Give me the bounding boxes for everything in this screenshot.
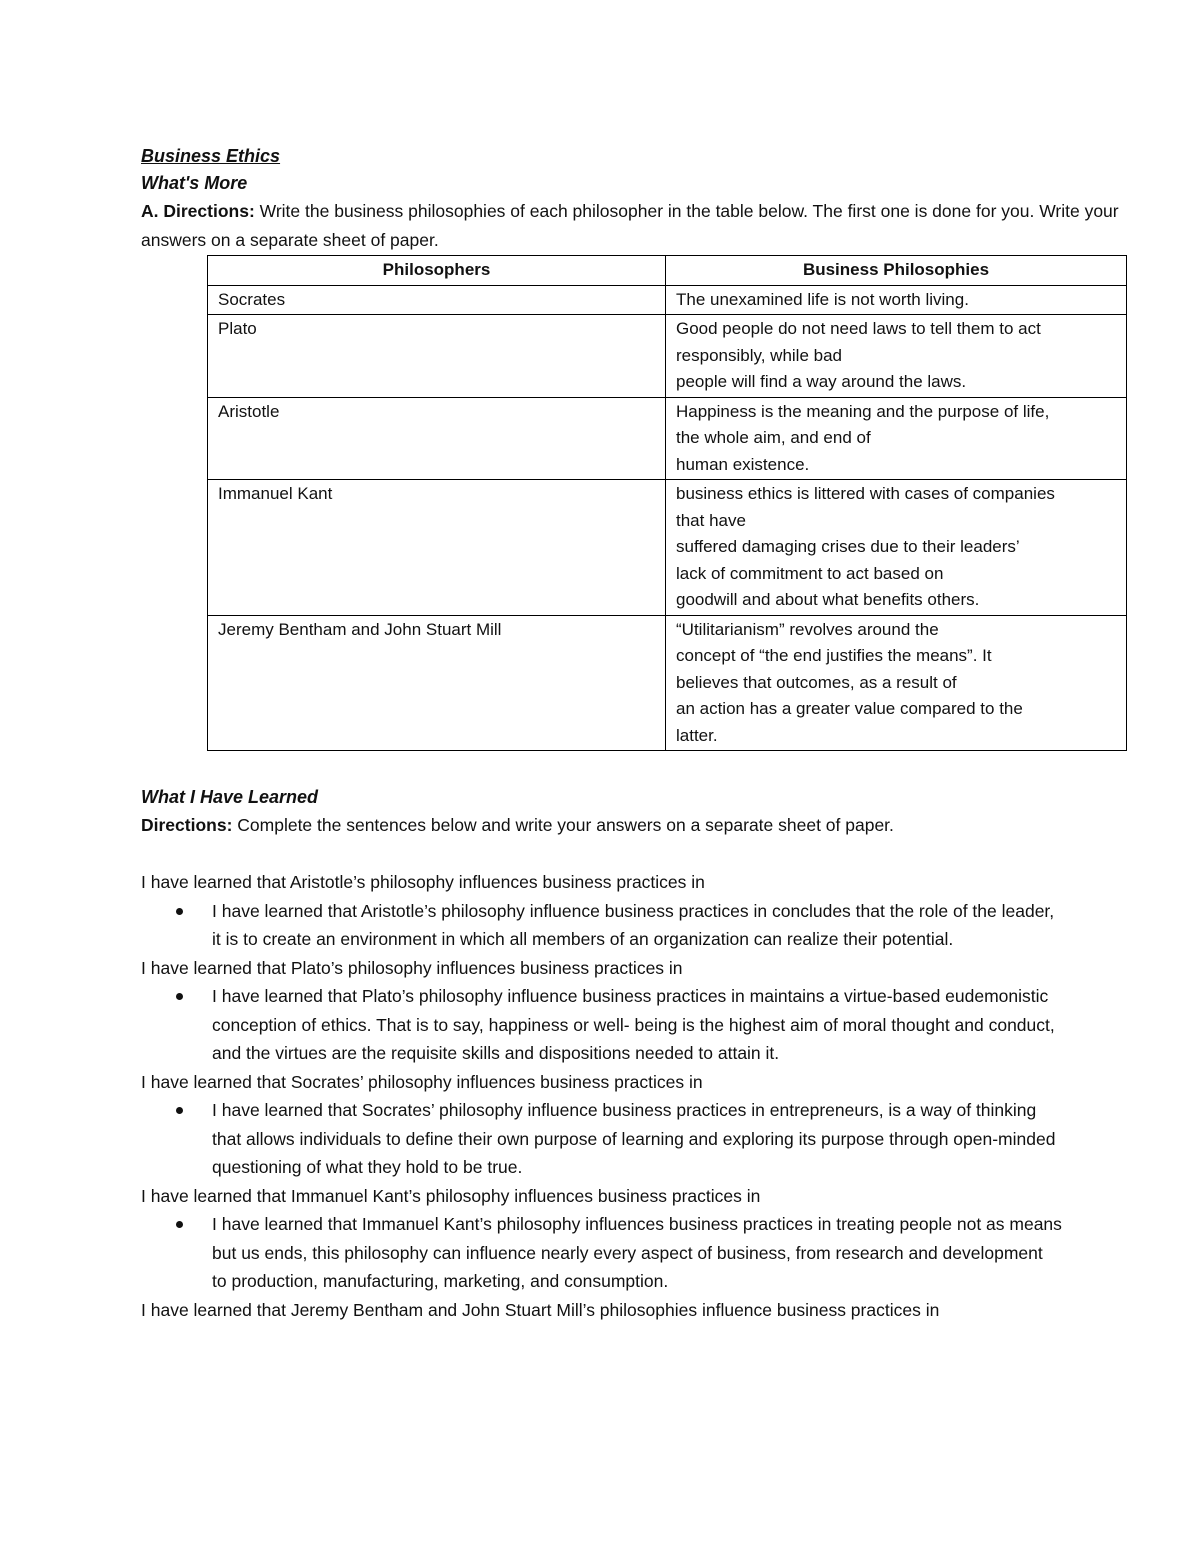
philosophy-cell	[666, 285, 1127, 315]
philosophy-line: the whole aim, and end of	[676, 428, 871, 447]
answer-text: I have learned that Plato’s philosophy influence business practices in maintains a virtue-based eudemonistic conception of ethics. That is to say, happiness or well- being is the highest aim of moral thought and conduct, and the virtues are the requisite skills and dispositions needed to attain it.	[212, 986, 1055, 1063]
philosophy-line: an action has a greater value compared to the	[676, 699, 1023, 718]
philosophy-line: Good people do not need laws to tell them to act	[676, 319, 1041, 338]
bullet-icon	[176, 1107, 183, 1114]
answer-item	[212, 982, 1062, 1068]
philosopher-cell: Immanuel Kant	[208, 480, 666, 616]
learned-prompt: I have learned that Socrates’ philosophy influences business practices in	[141, 1071, 703, 1092]
philosopher-cell: Socrates	[208, 285, 666, 315]
philosophy-line: believes that outcomes, as a result of	[676, 672, 957, 692]
section-heading-what-i-have-learned: What I Have Learned	[141, 787, 319, 807]
philosophy-cell	[666, 480, 1127, 616]
answer-text: I have learned that Immanuel Kant’s philosophy influences business practices in treating people not as means but us ends, this philosophy can influence nearly every aspect of business, from research and development to production, manufacturing, marketing, and consumption.	[212, 1214, 1062, 1291]
philosophy-line: business ethics is littered with cases of companies	[676, 484, 1055, 503]
answer-item	[212, 897, 1062, 954]
learned-prompt: I have learned that Aristotle’s philosophy influences business practices in	[141, 872, 705, 892]
directions-label: A. Directions:	[141, 201, 255, 221]
answer-item	[212, 1096, 1062, 1182]
philosophy-line: The unexamined life is not worth living.	[676, 289, 969, 309]
philosophy-line: suffered damaging crises due to their leaders’	[676, 537, 1020, 556]
bullet-icon	[176, 993, 183, 1000]
bullet-icon	[176, 1221, 183, 1228]
table-row	[208, 480, 1127, 616]
section-heading-whats-more: What's More	[141, 173, 248, 193]
philosophy-line: lack of commitment to act based on	[676, 563, 944, 583]
answer-text: I have learned that Aristotle’s philosophy influence business practices in concludes that the role of the leader, it is to create an environment in which all members of an organization can realize their potential.	[212, 900, 1055, 949]
answer-list	[141, 1096, 1131, 1182]
philosophy-cell	[666, 615, 1127, 751]
philosopher-cell: Plato	[208, 315, 666, 398]
philosophy-line: latter.	[676, 725, 718, 745]
philosophy-cell	[666, 397, 1127, 480]
answer-list	[141, 897, 1131, 954]
learned-final-prompt: I have learned that Jeremy Bentham and John Stuart Mill’s philosophies influence business practices in	[141, 1299, 940, 1320]
philosophy-line: Happiness is the meaning and the purpose of life,	[676, 401, 1050, 421]
philosophy-line: human existence.	[676, 454, 810, 474]
table-row	[208, 315, 1127, 398]
document-title: Business Ethics	[141, 146, 281, 166]
table-header-business-philosophies: Business Philosophies	[666, 256, 1127, 286]
philosopher-cell: Aristotle	[208, 397, 666, 480]
learned-prompt: I have learned that Immanuel Kant’s philosophy influences business practices in	[141, 1185, 761, 1206]
directions-paragraph	[141, 197, 1131, 255]
philosophy-line: responsibly, while bad	[676, 345, 842, 365]
philosophy-cell	[666, 315, 1127, 398]
answer-item	[212, 1210, 1062, 1296]
document-page	[141, 143, 1131, 1324]
answer-list	[141, 1210, 1131, 1296]
learned-directions-label: Directions:	[141, 815, 233, 835]
philosophy-line: concept of “the end justifies the means”. It	[676, 646, 992, 665]
learned-directions-text: Complete the sentences below and write your answers on a separate sheet of paper.	[232, 815, 894, 835]
philosophers-table	[207, 255, 1127, 751]
table-header-row	[208, 256, 1127, 286]
spacer	[141, 840, 1131, 868]
philosophy-line: people will find a way around the laws.	[676, 372, 967, 391]
table-header-philosophers: Philosophers	[208, 256, 666, 286]
bullet-icon	[176, 908, 183, 915]
table-row	[208, 397, 1127, 480]
philosophy-line: “Utilitarianism” revolves around the	[676, 619, 939, 639]
learned-directions-paragraph	[141, 811, 1131, 840]
what-i-have-learned-section	[141, 783, 1131, 1324]
table-row	[208, 285, 1127, 315]
directions-text: Write the business philosophies of each philosopher in the table below. The first one is done for you. Write your answers on a separate sheet of paper.	[141, 201, 1119, 250]
philosophy-line: that have	[676, 510, 746, 530]
table-row	[208, 615, 1127, 751]
answer-text: I have learned that Socrates’ philosophy influence business practices in entrepreneurs, is a way of thinking that allows individuals to define their own purpose of learning and exploring its purpose through open-minded questioning of what they hold to be true.	[212, 1100, 1056, 1177]
philosophy-line: goodwill and about what benefits others.	[676, 590, 980, 609]
answer-list	[141, 982, 1131, 1068]
learned-prompt: I have learned that Plato’s philosophy influences business practices in	[141, 957, 683, 978]
philosopher-cell: Jeremy Bentham and John Stuart Mill	[208, 615, 666, 751]
